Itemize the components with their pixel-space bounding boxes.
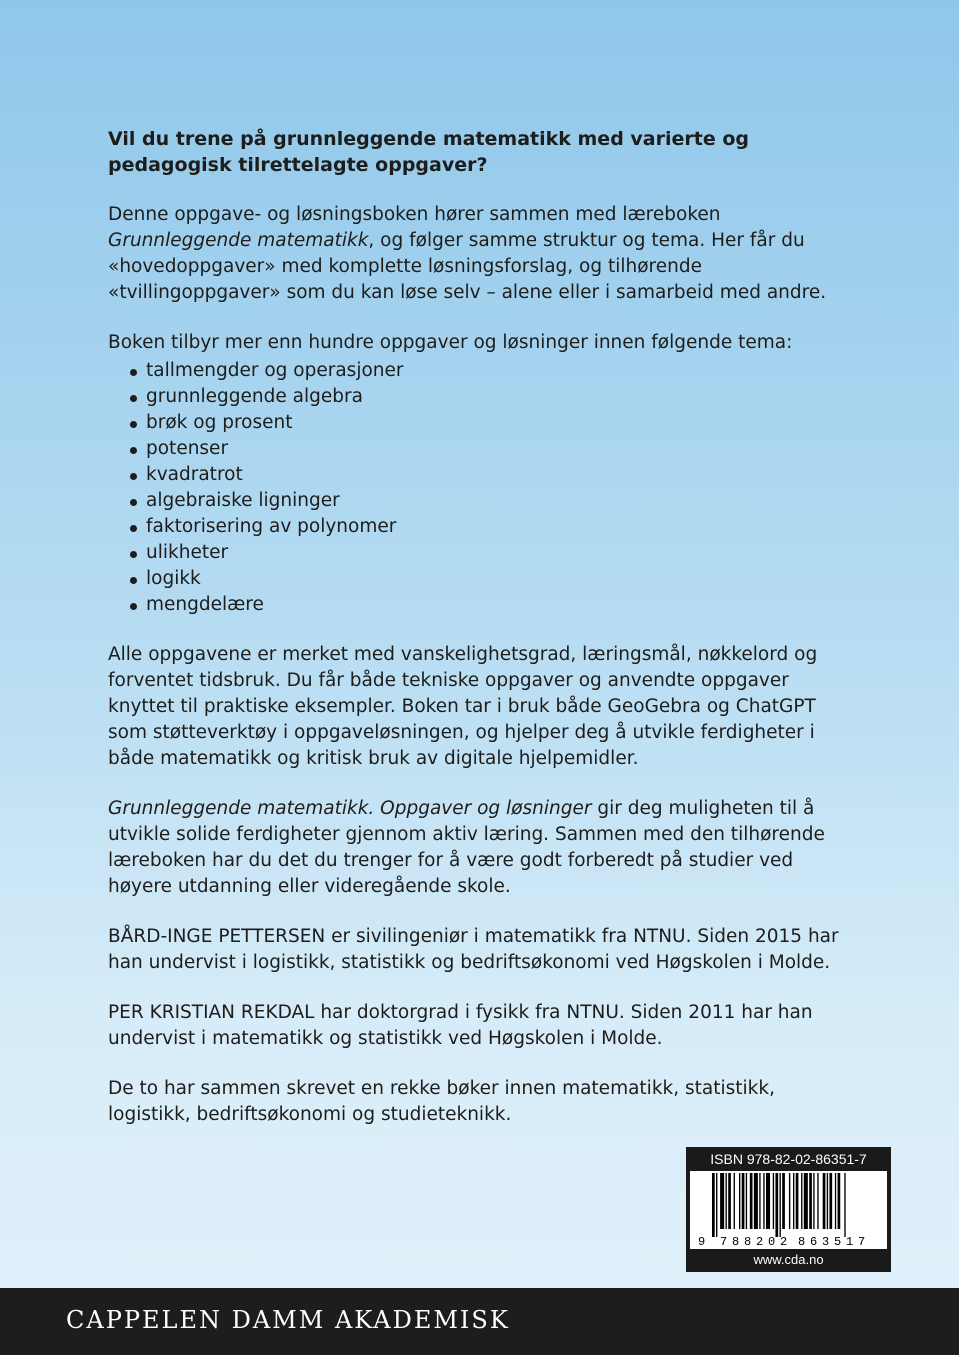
barcode-bar: [734, 1173, 735, 1229]
barcode-digit: 5: [834, 1235, 842, 1249]
intro-paragraph: [108, 202, 848, 306]
author1-bio: BÅRD-INGE PETTERSEN er sivilingeniør i matematikk fra NTNU. Siden 2015 har han undervist i logistikk, statistikk og bedriftsøkonomi ved Høgskolen i Molde.: [108, 926, 839, 973]
topics-list: [108, 358, 848, 618]
barcode-bar: [817, 1173, 818, 1229]
book-paragraph-text: gir deg muligheten til å utvikle solide ferdigheter gjennom aktiv læring. Sammen med den tilhørende læreboken har du det du trenger for å være godt forberedt på studier ved høyere utdanning eller videregående skole.: [108, 798, 825, 897]
barcode-digit: 2: [756, 1235, 764, 1249]
barcode-digit: 0: [768, 1235, 776, 1249]
list-item: mengdelære: [108, 592, 848, 618]
publisher-footer: [0, 1288, 959, 1355]
barcode-bar: [759, 1173, 760, 1229]
barcode-icon: [690, 1171, 887, 1249]
book-title: Grunnleggende matematikk. Oppgaver og løsninger: [108, 798, 592, 819]
barcode-digit: 8: [798, 1235, 806, 1249]
textbook-title: Grunnleggende matematikk: [108, 230, 369, 251]
headline: Vil du trene på grunnleggende matematikk med varierte og pedagogisk tilrettelagte oppgaver?: [108, 128, 749, 176]
publisher-logo: CAPPELEN DAMM AKADEMISK: [66, 1306, 510, 1334]
barcode-bar: [720, 1173, 724, 1229]
list-item: kvadratrot: [108, 462, 848, 488]
intro-text-a: Denne oppgave- og løsningsboken hører sammen med læreboken: [108, 204, 721, 225]
barcode-digit: 2: [780, 1235, 788, 1249]
barcode-bar: [823, 1173, 826, 1229]
barcode-bar: [746, 1173, 747, 1229]
list-item: algebraiske ligninger: [108, 488, 848, 514]
barcode-bar: [728, 1173, 731, 1229]
barcode-digit: 3: [822, 1235, 830, 1249]
barcode-bar: [780, 1173, 781, 1237]
barcode-digit: 1: [846, 1235, 854, 1249]
barcode-bar: [775, 1173, 778, 1237]
barcode-bar: [716, 1173, 717, 1237]
barcode-bar: [739, 1173, 740, 1229]
list-item: brøk og prosent: [108, 410, 848, 436]
author2-bio: PER KRISTIAN REKDAL har doktorgrad i fysikk fra NTNU. Siden 2011 har han undervist i matematikk og statistikk ved Høgskolen i Molde.: [108, 1002, 813, 1049]
barcode-bar: [789, 1173, 790, 1229]
barcode-bar: [796, 1173, 799, 1229]
barcode-bar: [712, 1173, 715, 1237]
isbn-barcode-box: [686, 1147, 891, 1272]
back-cover-text: [108, 126, 848, 1152]
list-item: faktorisering av polynomer: [108, 514, 848, 540]
barcode-bar: [801, 1173, 802, 1229]
list-item: potenser: [108, 436, 848, 462]
barcode-digit: 7: [858, 1235, 866, 1249]
barcode-bar: [742, 1173, 745, 1229]
website: www.cda.no: [753, 1252, 824, 1267]
barcode-bar: [750, 1173, 753, 1229]
barcode-digit: 8: [744, 1235, 752, 1249]
list-item: logikk: [108, 566, 848, 592]
barcode-bar: [754, 1173, 758, 1229]
list-item: grunnleggende algebra: [108, 384, 848, 410]
barcode-bar: [773, 1173, 774, 1229]
barcode-bar: [809, 1173, 812, 1229]
barcode-digit: 8: [732, 1235, 740, 1249]
barcode-bar: [726, 1173, 727, 1229]
barcode-bar: [827, 1173, 828, 1229]
barcode-bar: [844, 1173, 845, 1237]
barcode-bar: [782, 1173, 785, 1229]
isbn-label: ISBN 978-82-02-86351-7: [710, 1151, 867, 1167]
closing-paragraph: De to har sammen skrevet en rekke bøker innen matematikk, statistikk, logistikk, bedriftsøkonomi og studieteknikk.: [108, 1078, 775, 1125]
barcode-bar: [766, 1173, 770, 1229]
barcode-bar: [804, 1173, 808, 1229]
barcode-bar: [793, 1173, 794, 1229]
barcode: [690, 1171, 887, 1249]
tasks-paragraph: Alle oppgavene er merket med vanskelighetsgrad, læringsmål, nøkkelord og forventet tidsbruk. Du får både tekniske oppgaver og anvendte oppgaver knyttet til praktiske eksempler. Boken tar i bruk både GeoGebra og ChatGPT som støtteverktøy i oppgaveløsningen, og hjelper deg å utvikle ferdigheter i både matematikk og kritisk bruk av digitale hjelpemidler.: [108, 644, 818, 769]
barcode-bar: [813, 1173, 814, 1229]
barcode-bar: [763, 1173, 764, 1229]
barcode-bar: [829, 1173, 832, 1229]
barcode-bar: [835, 1173, 836, 1229]
barcode-digit: 7: [720, 1235, 728, 1249]
list-item: ulikheter: [108, 540, 848, 566]
intro-text-b: , og følger samme struktur og tema. Her får du «hovedoppgaver» med komplette løsningsforslag, og tilhørende «tvillingoppgaver» som du kan løse selv – alene eller i samarbeid med andre.: [108, 230, 827, 303]
list-item: tallmengder og operasjoner: [108, 358, 848, 384]
barcode-digit: 6: [810, 1235, 818, 1249]
topics-intro: Boken tilbyr mer enn hundre oppgaver og løsninger innen følgende tema:: [108, 332, 793, 353]
barcode-bar: [838, 1173, 841, 1229]
barcode-digit: 9: [698, 1235, 706, 1249]
book-paragraph: [108, 796, 848, 900]
